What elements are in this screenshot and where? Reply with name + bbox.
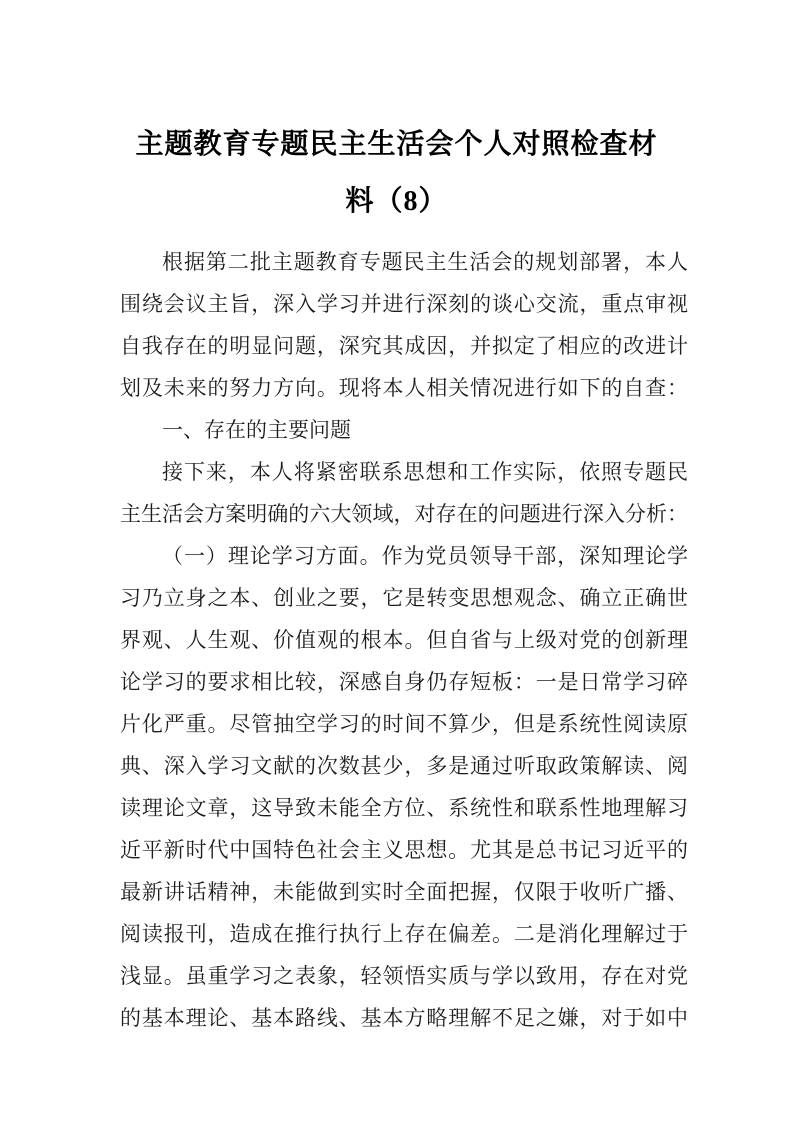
- text-line: 划及未来的努力方向。现将本人相关情况进行如下的自查：: [120, 376, 688, 400]
- text-line: 阅读报刊，造成在推行执行上存在偏差。二是消化理解过于: [120, 922, 688, 946]
- paragraph: [120, 451, 688, 535]
- section-heading: [120, 409, 688, 451]
- text-line: 片化严重。尽管抽空学习的时间不算少，但是系统性阅读原: [120, 712, 688, 736]
- title-line: 料（8）: [345, 186, 448, 217]
- text-line: （一）理论学习方面。作为党员领导干部，深知理论学: [162, 544, 688, 568]
- title-line: 主题教育专题民主生活会个人对照检查材: [135, 129, 658, 160]
- text-line: 读理论文章，这导致未能全方位、系统性和联系性地理解习: [120, 796, 688, 820]
- text-line: 自我存在的明显问题，深究其成因，并拟定了相应的改进计: [120, 334, 688, 358]
- text-line: 典、深入学习文献的次数甚少，多是通过听取政策解读、阅: [120, 754, 688, 778]
- text-line: 界观、人生观、价值观的根本。但自省与上级对党的创新理: [120, 628, 688, 652]
- text-line: 的基本理论、基本路线、基本方略理解不足之嫌，对于如中: [120, 1006, 688, 1030]
- text-line: 近平新时代中国特色社会主义思想。尤其是总书记习近平的: [120, 838, 688, 862]
- document-body: [120, 241, 688, 1039]
- document-title: [125, 116, 669, 230]
- text-line: 围绕会议主旨，深入学习并进行深刻的谈心交流，重点审视: [120, 292, 688, 316]
- paragraph: [120, 535, 688, 1039]
- text-line: 一、存在的主要问题: [162, 418, 351, 442]
- text-line: 论学习的要求相比较，深感自身仍存短板：一是日常学习碎: [120, 670, 688, 694]
- text-line: 主生活会方案明确的六大领域，对存在的问题进行深入分析：: [120, 502, 688, 526]
- paragraph: [120, 241, 688, 409]
- text-line: 习乃立身之本、创业之要，它是转变思想观念、确立正确世: [120, 586, 688, 610]
- text-line: 根据第二批主题教育专题民主生活会的规划部署，本人: [162, 250, 688, 274]
- text-line: 接下来，本人将紧密联系思想和工作实际，依照专题民: [162, 460, 688, 484]
- text-line: 浅显。虽重学习之表象，轻领悟实质与学以致用，存在对党: [120, 964, 688, 988]
- text-line: 最新讲话精神，未能做到实时全面把握，仅限于收听广播、: [120, 880, 688, 904]
